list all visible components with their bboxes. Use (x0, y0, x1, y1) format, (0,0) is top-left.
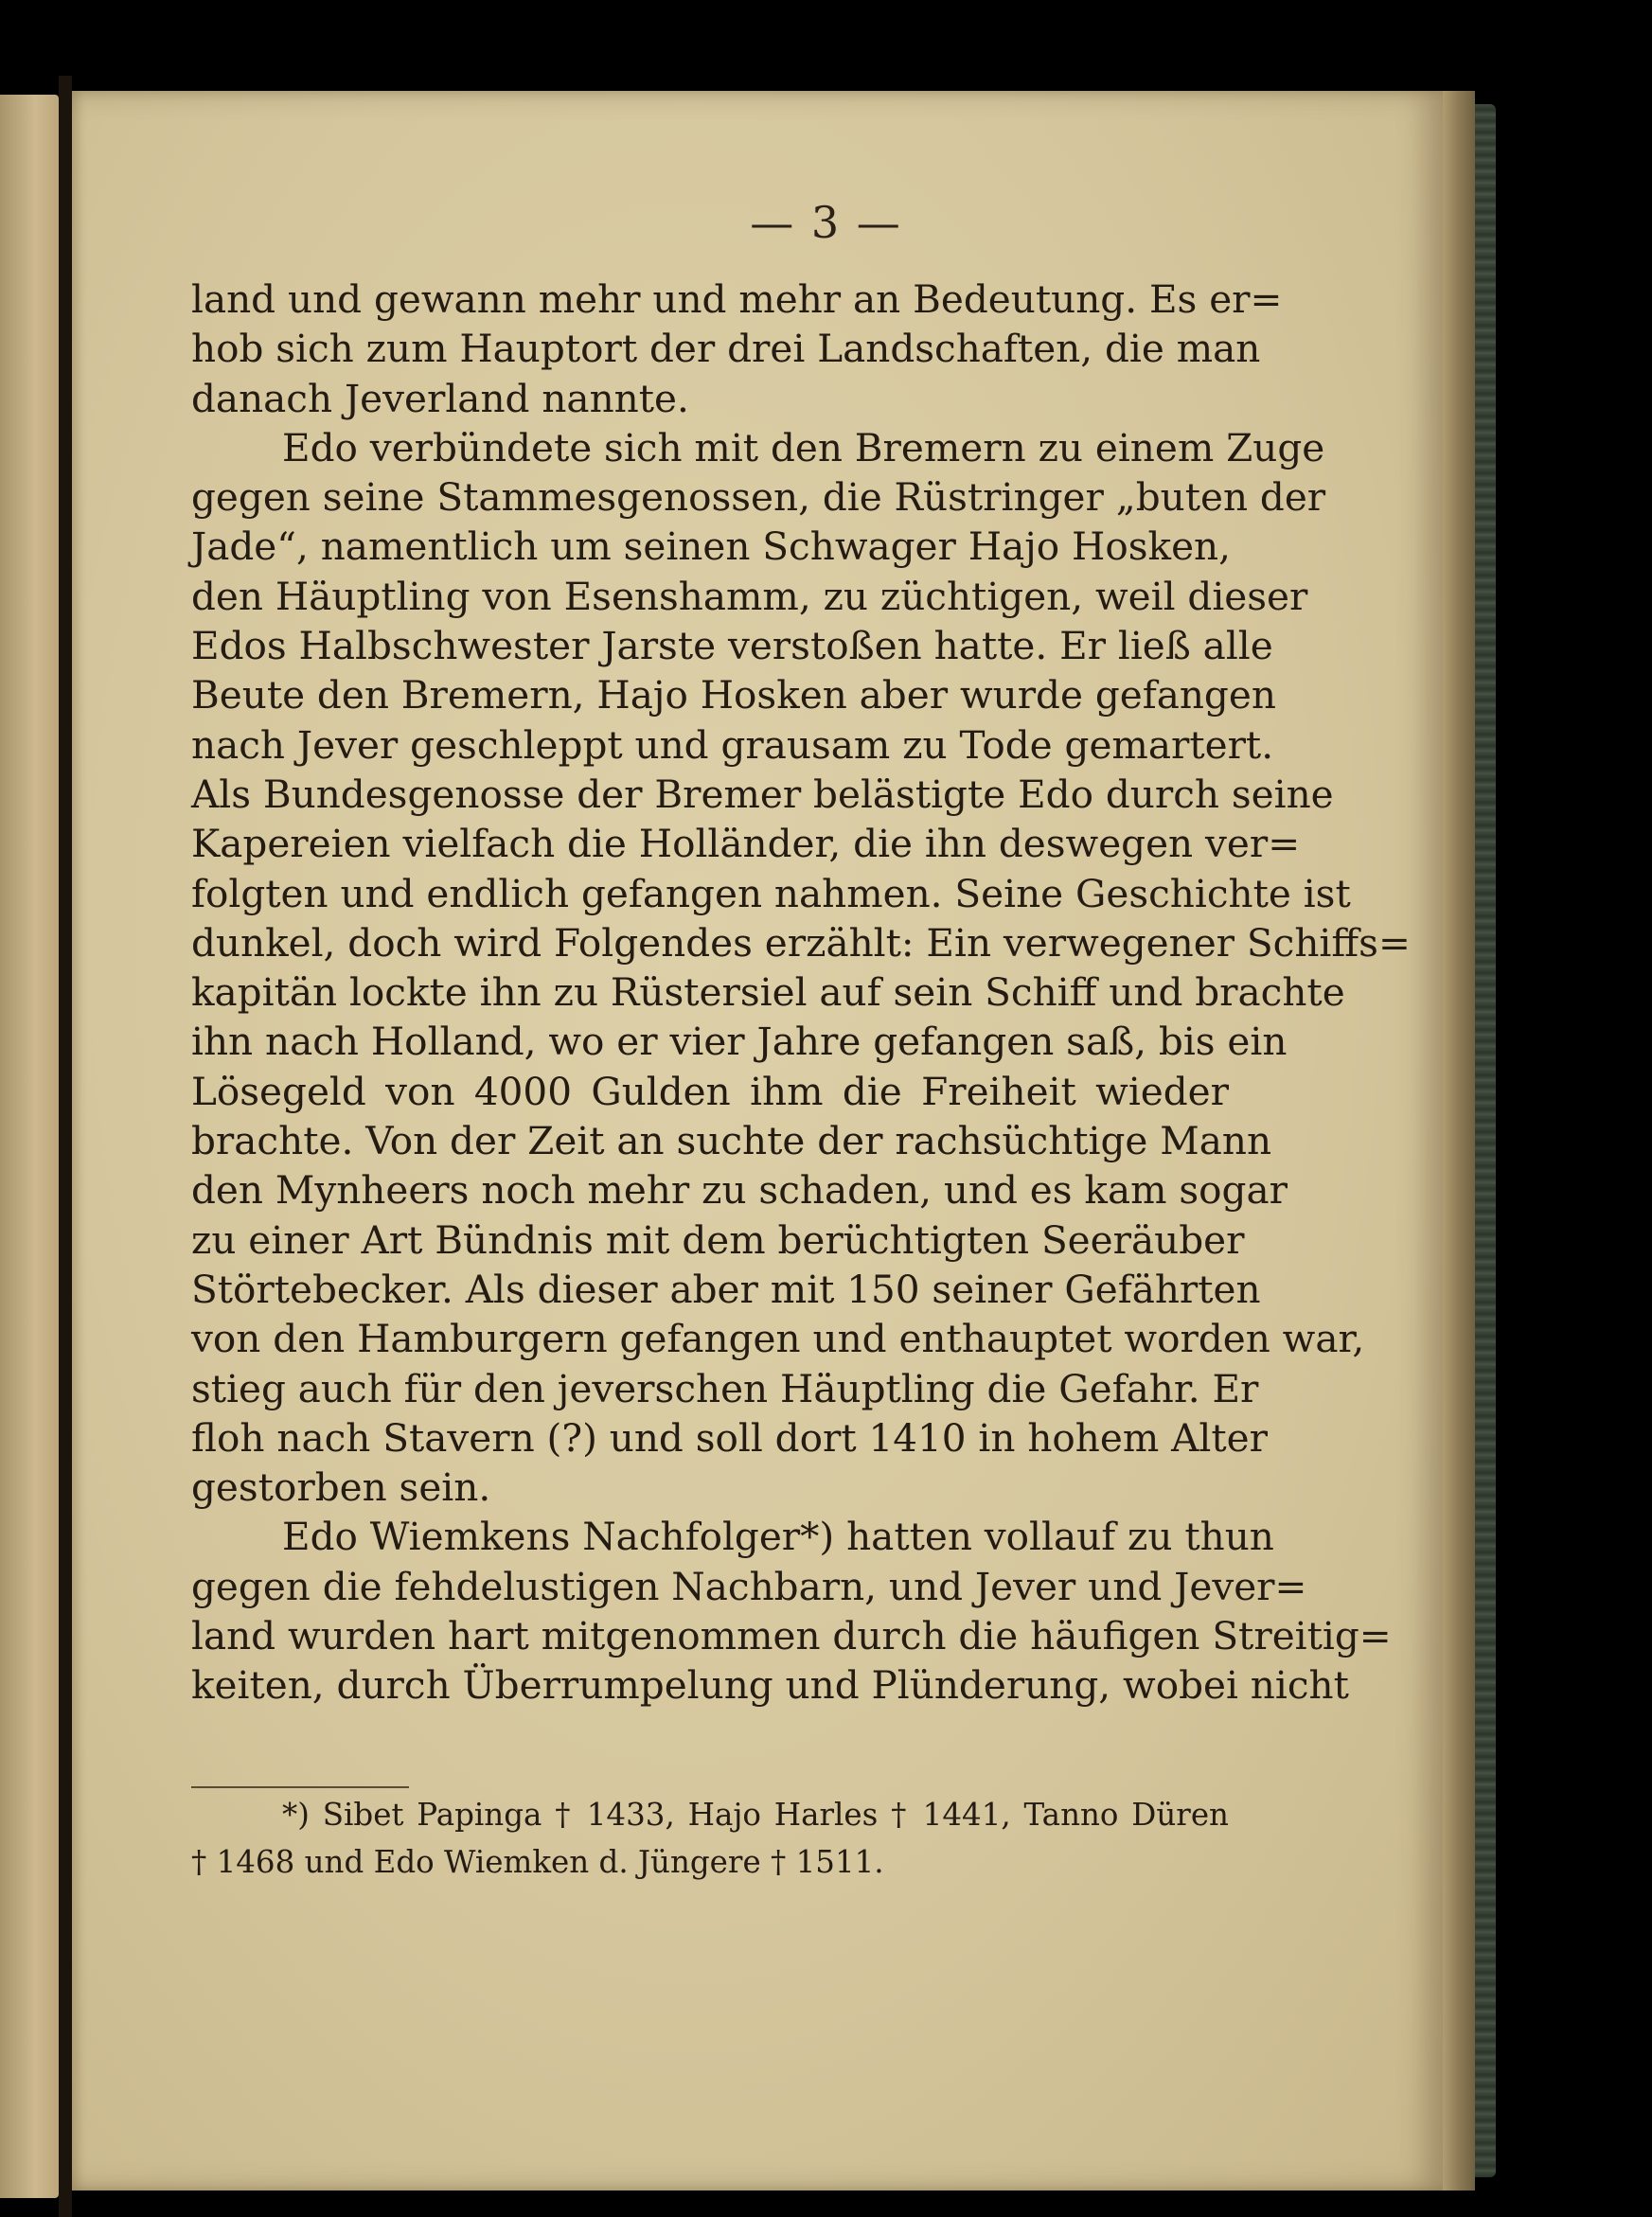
text-line: floh nach Stavern (?) und soll dort 1410 in hohem Alter (191, 1414, 1268, 1461)
text-line: Als Bundesgenosse der Bremer belästigte Edo durch seine (191, 771, 1334, 817)
facing-page-edge (0, 95, 59, 2198)
text-line: den Häuptling von Esenshamm, zu züchtigen, weil dieser (191, 573, 1308, 619)
footnote-rule (191, 1786, 409, 1788)
text-line: nach Jever geschleppt und grausam zu Tode gemartert. (191, 721, 1274, 768)
text-line: Edo verbündete sich mit den Bremern zu einem Zuge (282, 424, 1325, 470)
footnote-line: † 1468 und Edo Wiemken d. Jüngere † 1511. (191, 1844, 884, 1880)
text-line: Lösegeld von 4000 Gulden ihm die Freiheit wieder (191, 1068, 1229, 1114)
book-cover-edge (1475, 104, 1496, 2177)
text-line: Störtebecker. Als dieser aber mit 150 seiner Gefährten (191, 1266, 1261, 1312)
text-line: Edos Halbschwester Jarste verstoßen hatte. Er ließ alle (191, 623, 1273, 669)
text-line: folgten und endlich gefangen nahmen. Seine Geschichte ist (191, 870, 1351, 916)
text-line: gestorben sein. (191, 1464, 491, 1511)
footnote-line: *) Sibet Papinga † 1433, Hajo Harles † 1441, Tanno Düren (282, 1797, 1229, 1833)
text-line: von den Hamburgern gefangen und enthauptet worden war, (191, 1316, 1365, 1362)
text-line: dunkel, doch wird Folgendes erzählt: Ein verwegener Schiffs= (191, 919, 1411, 966)
text-line: Jade“, namentlich um seinen Schwager Hajo Hosken, (191, 523, 1231, 570)
text-line: zu einer Art Bündnis mit dem berüchtigten Seeräuber (191, 1216, 1245, 1263)
text-line: den Mynheers noch mehr zu schaden, und es kam sogar (191, 1167, 1288, 1214)
text-line: brachte. Von der Zeit an suchte der rachsüchtige Mann (191, 1118, 1272, 1164)
text-line: Beute den Bremern, Hajo Hosken aber wurde gefangen (191, 672, 1276, 718)
text-line: gegen seine Stammesgenossen, die Rüstringer „buten der (191, 474, 1326, 521)
body-text (191, 275, 1411, 1711)
text-line: Edo Wiemkens Nachfolger*) hatten vollauf zu thun (282, 1514, 1274, 1560)
text-line: gegen die fehdelustigen Nachbarn, und Jever und Jever= (191, 1563, 1307, 1609)
page-block-edge (1443, 91, 1475, 2190)
text-line: ihn nach Holland, wo er vier Jahre gefangen saß, bis ein (191, 1019, 1288, 1065)
text-line: stieg auch für den jeverschen Häuptling die Gefahr. Er (191, 1365, 1259, 1411)
text-line: land wurden hart mitgenommen durch die häufigen Streitig= (191, 1613, 1392, 1659)
text-line: hob sich zum Hauptort der drei Landschaften, die man (191, 326, 1261, 372)
text-line: Kapereien vielfach die Holländer, die ihn deswegen ver= (191, 821, 1301, 867)
footnotes (191, 1791, 1229, 1886)
text-line: keiten, durch Überrumpelung und Plünderung, wobei nicht (191, 1662, 1349, 1709)
text-line: danach Jeverland nannte. (191, 375, 689, 421)
text-line: land und gewann mehr und mehr an Bedeutung. Es er= (191, 276, 1283, 322)
book-gutter (59, 76, 72, 2217)
text-line: kapitän lockte ihn zu Rüstersiel auf sein Schiff und brachte (191, 969, 1345, 1016)
page-number: — 3 — (750, 197, 902, 248)
